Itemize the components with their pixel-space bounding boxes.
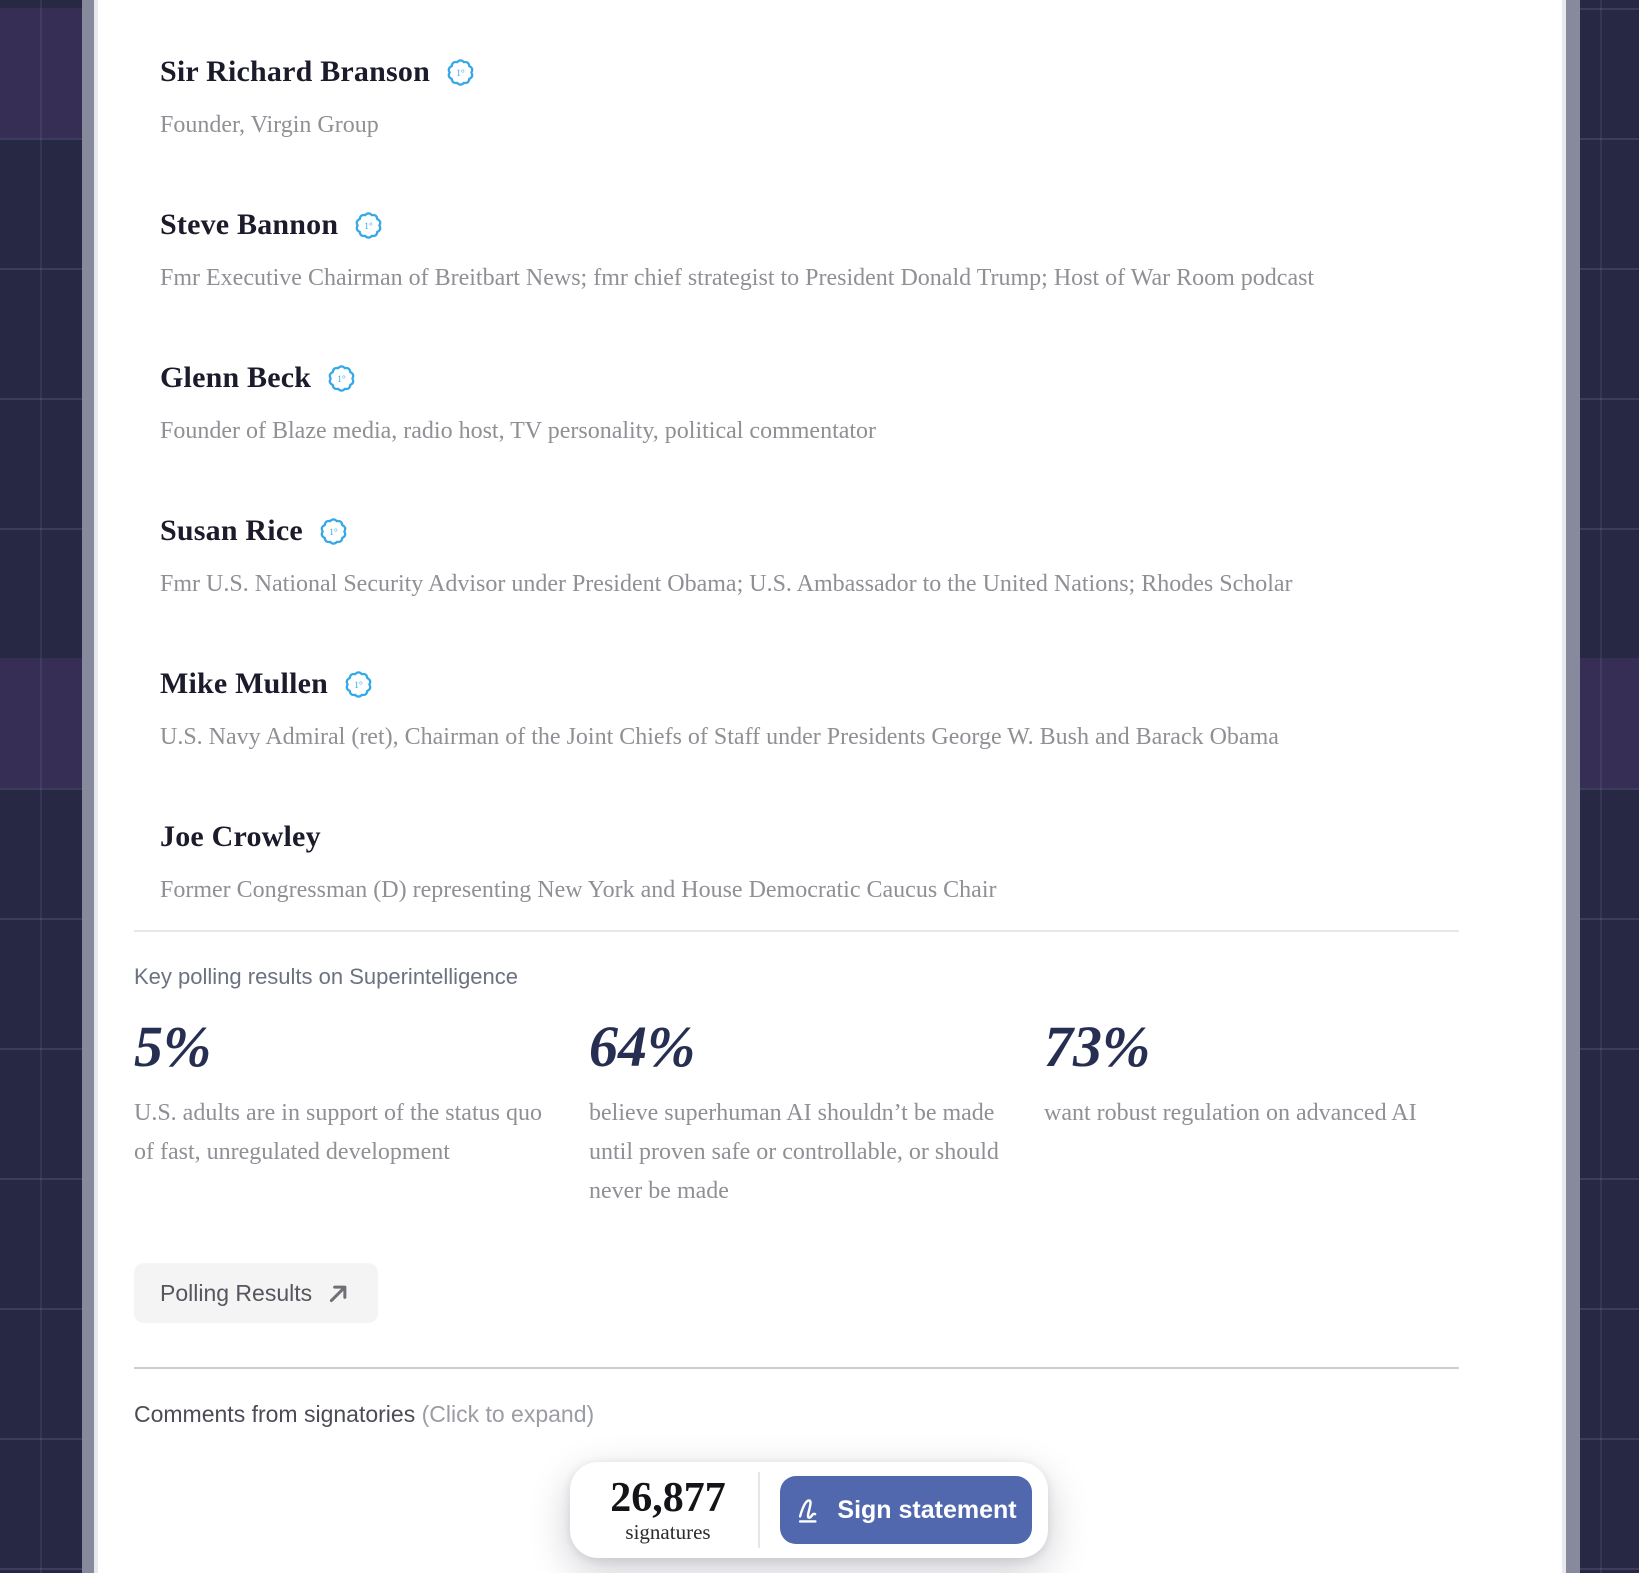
signatory-description: Fmr U.S. National Security Advisor under President Obama; U.S. Ambassador to the United Nations; Rhodes Scholar xyxy=(160,571,1293,597)
verified-badge-icon xyxy=(327,364,356,393)
sign-statement-label: Sign statement xyxy=(837,1495,1017,1524)
signatory-name: Joe Crowley xyxy=(160,820,321,853)
svg-text:1°: 1° xyxy=(337,374,346,385)
polling-results-label: Polling Results xyxy=(160,1279,313,1306)
vertical-divider xyxy=(758,1472,760,1548)
stat-value: 5% xyxy=(134,1014,212,1079)
stat-card xyxy=(589,1014,1004,1211)
signature-count-label: signatures xyxy=(625,1520,711,1544)
backdrop-grid-line xyxy=(1600,0,1602,1573)
stat-value: 73% xyxy=(1044,1014,1151,1079)
backdrop-right xyxy=(1580,0,1639,1573)
list-item xyxy=(160,666,1459,757)
section-divider xyxy=(134,930,1459,932)
svg-text:1°: 1° xyxy=(364,221,373,232)
backdrop-purple-cell xyxy=(1580,658,1639,788)
comments-expander[interactable] xyxy=(134,1401,1459,1428)
stat-description: believe superhuman AI shouldn’t be made until proven safe or controllable, or should never be made xyxy=(589,1100,999,1204)
stat-description: U.S. adults are in support of the status quo of fast, unregulated development xyxy=(134,1100,542,1165)
section-divider xyxy=(134,1367,1459,1369)
signature-count-block xyxy=(598,1476,738,1544)
stat-description: want robust regulation on advanced AI xyxy=(1044,1100,1417,1126)
list-item xyxy=(160,207,1459,298)
signatory-description: Fmr Executive Chairman of Breitbart News; fmr chief strategist to President Donald Trump; Host of War Room podcast xyxy=(160,265,1315,291)
signatory-description: Founder of Blaze media, radio host, TV personality, political commentator xyxy=(160,418,877,444)
signatory-name: Steve Bannon xyxy=(160,208,339,241)
signatory-name: Sir Richard Branson xyxy=(160,55,430,88)
verified-badge-icon xyxy=(446,58,475,87)
polling-heading: Key polling results on Superintelligence xyxy=(134,964,519,989)
external-link-arrow-icon xyxy=(326,1280,352,1306)
comments-expand-hint: (Click to expand) xyxy=(421,1401,595,1427)
list-item xyxy=(160,54,1459,145)
signature-count: 26,877 xyxy=(610,1475,726,1521)
stat-card xyxy=(1044,1014,1459,1211)
statement-modal xyxy=(98,0,1562,1573)
signature-bar xyxy=(570,1462,1048,1558)
comments-label: Comments from signatories xyxy=(134,1401,416,1427)
signatory-name: Mike Mullen xyxy=(160,667,329,700)
signatory-list xyxy=(134,54,1459,910)
verified-badge-icon xyxy=(319,517,348,546)
modal-edge-left xyxy=(82,0,94,1573)
list-item xyxy=(160,360,1459,451)
svg-text:1°: 1° xyxy=(456,68,465,79)
list-item xyxy=(160,819,1459,910)
verified-badge-icon xyxy=(344,670,373,699)
signature-pen-icon xyxy=(795,1496,823,1524)
list-item xyxy=(160,513,1459,604)
backdrop-grid-line xyxy=(40,0,42,1573)
polling-stats xyxy=(134,1014,1459,1211)
svg-text:1°: 1° xyxy=(329,527,338,538)
signatory-description: Former Congressman (D) representing New York and House Democratic Caucus Chair xyxy=(160,877,997,903)
signatory-description: Founder, Virgin Group xyxy=(160,112,379,138)
modal-edge-right xyxy=(1566,0,1580,1573)
svg-text:1°: 1° xyxy=(354,680,363,691)
verified-badge-icon xyxy=(354,211,383,240)
stat-value: 64% xyxy=(589,1014,696,1079)
sign-statement-button[interactable] xyxy=(780,1476,1032,1544)
signatory-name: Susan Rice xyxy=(160,514,303,547)
stat-card xyxy=(134,1014,549,1211)
signatory-description: U.S. Navy Admiral (ret), Chairman of the Joint Chiefs of Staff under Presidents George W. Bush and Barack Obama xyxy=(160,724,1279,750)
signatory-name: Glenn Beck xyxy=(160,361,312,394)
backdrop-left xyxy=(0,0,82,1573)
polling-results-button[interactable] xyxy=(134,1263,378,1323)
